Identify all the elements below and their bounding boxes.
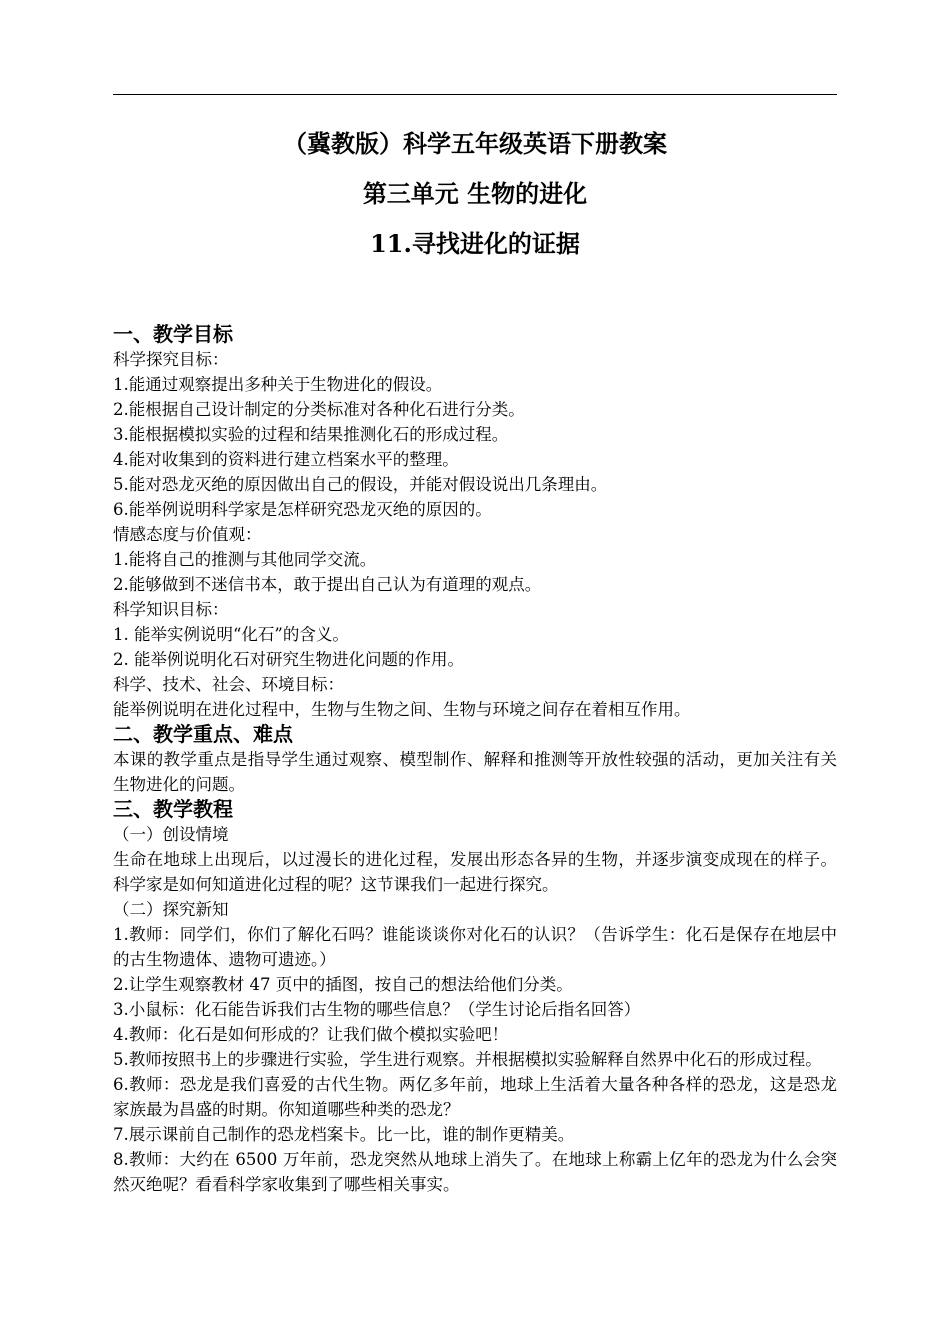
- lesson-title: 11.寻找进化的证据: [370, 229, 580, 258]
- list-item: 6.教师：恐龙是我们喜爱的古代生物。两亿多年前，地球上生活着大量各种各样的恐龙，这是恐龙家族最为昌盛的时期。你知道哪些种类的恐龙？: [113, 1075, 837, 1119]
- list-item: 6.能举例说明科学家是怎样研究恐龙灭绝的原因的。: [113, 500, 492, 519]
- section-heading: 二、教学重点、难点: [113, 722, 293, 746]
- paragraph: 生命在地球上出现后，以过漫长的进化过程，发展出形态各异的生物，并逐步演变成现在的样子。科学家是如何知道进化过程的呢？这节课我们一起进行探究。: [113, 850, 837, 894]
- list-item: 8.教师：大约在 6500 万年前，恐龙突然从地球上消失了。在地球上称霸上亿年的恐龙为什么会突然灭绝呢？看看科学家收集到了哪些相关事实。: [113, 1150, 837, 1194]
- list-item: 4.能对收集到的资料进行建立档案水平的整理。: [113, 450, 459, 469]
- section-heading: 三、教学教程: [113, 797, 233, 821]
- list-item: 5.教师按照书上的步骤进行实验，学生进行观察。并根据模拟实验解释自然界中化石的形成过程。: [113, 1050, 822, 1069]
- subheading: 科学知识目标：: [113, 600, 229, 619]
- list-item: 5.能对恐龙灭绝的原因做出自己的假设，并能对假设说出几条理由。: [113, 475, 608, 494]
- list-item: 2.能根据自己设计制定的分类标准对各种化石进行分类。: [113, 400, 525, 419]
- list-item: 7.展示课前自己制作的恐龙档案卡。比一比，谁的制作更精美。: [113, 1125, 575, 1144]
- list-item: 1.教师：同学们，你们了解化石吗？谁能谈谈你对化石的认识？（告诉学生：化石是保存在地层中的古生物遗体、遗物可遗迹。）: [113, 925, 837, 969]
- section-heading: 一、教学目标: [113, 322, 233, 346]
- list-item: 3.能根据模拟实验的过程和结果推测化石的形成过程。: [113, 425, 509, 444]
- paragraph: 能举例说明在进化过程中，生物与生物之间、生物与环境之间存在着相互作用。: [113, 700, 691, 719]
- header-rule: [113, 94, 837, 95]
- list-item: 2.能够做到不迷信书本，敢于提出自己认为有道理的观点。: [113, 575, 542, 594]
- list-item: 3.小鼠标：化石能告诉我们古生物的哪些信息？（学生讨论后指名回答）: [113, 1000, 641, 1019]
- list-item: 4.教师：化石是如何形成的？让我们做个模拟实验吧！: [113, 1025, 509, 1044]
- unit-title: 第三单元 生物的进化: [362, 179, 588, 208]
- list-item: 1.能通过观察提出多种关于生物进化的假设。: [113, 375, 443, 394]
- subheading: 科学探究目标：: [113, 350, 229, 369]
- document-body: [113, 322, 837, 1197]
- subheading: 情感态度与价值观：: [113, 525, 262, 544]
- list-item: 2.让学生观察教材 47 页中的插图，按自己的想法给他们分类。: [113, 975, 573, 994]
- subheading: （二）探究新知: [113, 900, 229, 919]
- document-title: （冀教版）科学五年级英语下册教案: [283, 129, 667, 158]
- subheading: （一）创设情境: [113, 825, 229, 844]
- list-item: 1.能将自己的推测与其他同学交流。: [113, 550, 377, 569]
- title-block: [113, 130, 837, 258]
- subheading: 科学、技术、社会、环境目标：: [113, 675, 344, 694]
- list-item: 1. 能举实例说明“化石”的含义。: [113, 625, 349, 644]
- paragraph: 本课的教学重点是指导学生通过观察、模型制作、解释和推测等开放性较强的活动，更加关注有关生物进化的问题。: [113, 750, 837, 794]
- list-item: 2. 能举例说明化石对研究生物进化问题的作用。: [113, 650, 464, 669]
